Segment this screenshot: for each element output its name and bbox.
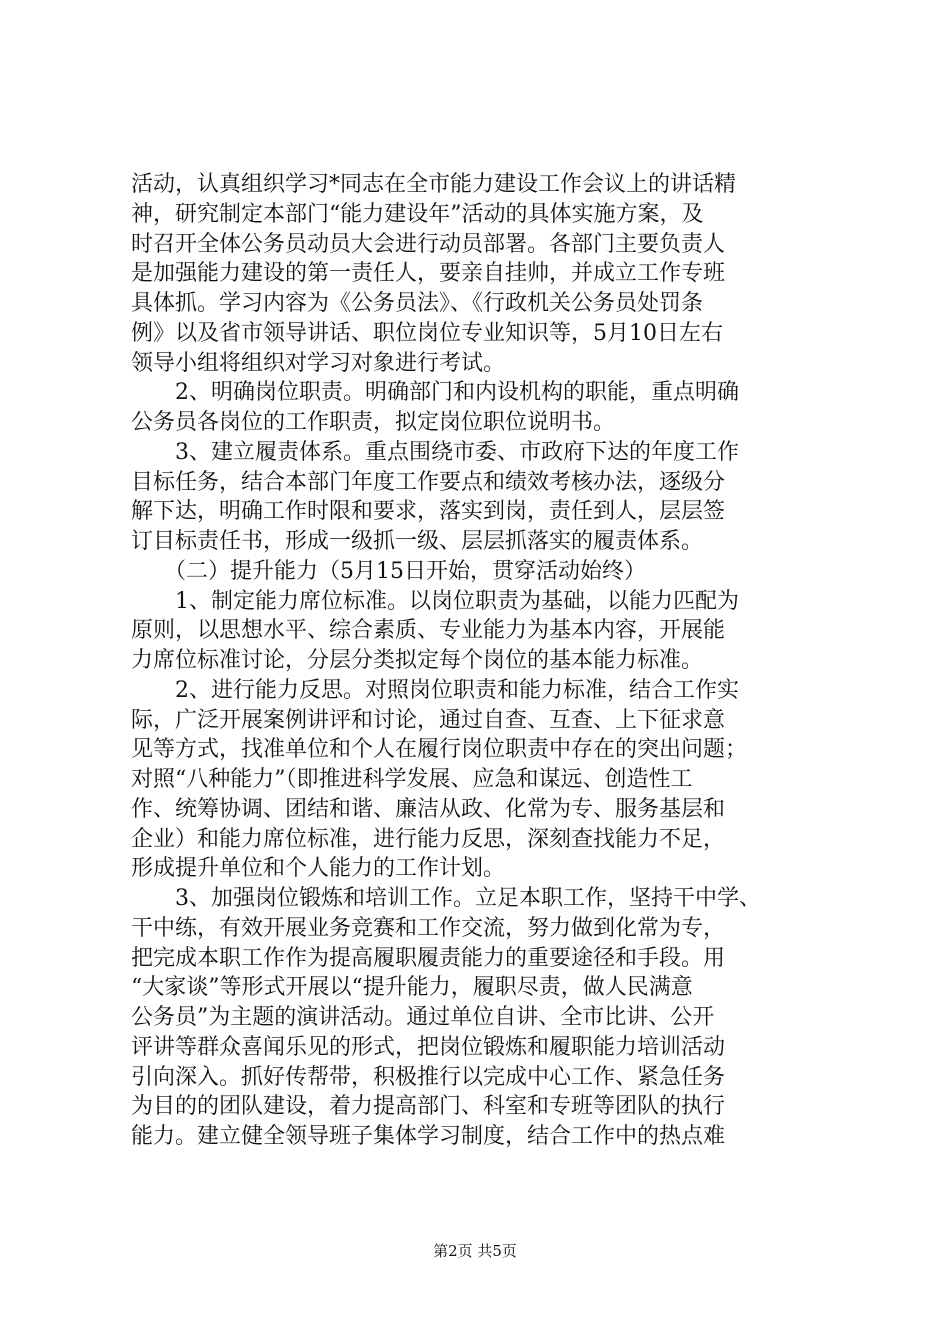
- text-line: 2、进行能力反思。对照岗位职责和能力标准，结合工作实: [131, 677, 739, 703]
- text-line: “大家谈”等形式开展以“提升能力，履职尽责，做人民满意: [131, 975, 693, 1001]
- text-line: 对照“八种能力”（即推进科学发展、应急和谋远、创造性工: [131, 767, 693, 792]
- text-line: 3、加强岗位锻炼和培训工作。立足本职工作，坚持干中学、: [131, 886, 761, 911]
- text-line: 能力。建立健全领导班子集体学习制度，结合工作中的热点难: [131, 1124, 726, 1149]
- text-line: 解下达，明确工作时限和要求，落实到岗，责任到人，层层签: [131, 499, 726, 525]
- text-line: 为目的的团队建设，着力提高部门、科室和专班等团队的执行: [131, 1094, 726, 1120]
- text-line: 际，广泛开展案例讲评和讨论，通过自查、互查、上下征求意: [131, 707, 726, 733]
- text-line: 2、明确岗位职责。明确部门和内设机构的职能，重点明确: [131, 380, 739, 406]
- text-line: 引向深入。抓好传帮带，积极推行以完成中心工作、紧急任务: [131, 1064, 726, 1090]
- text-line: 是加强能力建设的第一责任人，要亲自挂帅，并成立工作专班: [131, 261, 726, 287]
- page-footer: 第2页 共5页: [433, 1242, 517, 1260]
- text-line: 企业）和能力席位标准，进行能力反思，深刻查找能力不足，: [131, 826, 726, 852]
- text-line: 干中练，有效开展业务竞赛和工作交流，努力做到化常为专，: [131, 915, 726, 941]
- text-line: 目标任务，结合本部门年度工作要点和绩效考核办法，逐级分: [131, 469, 726, 495]
- text-line: 公务员”为主题的演讲活动。通过单位自讲、全市比讲、公开: [131, 1005, 715, 1030]
- text-line: 1、制定能力席位标准。以岗位职责为基础，以能力匹配为: [131, 588, 739, 614]
- text-line: 时召开全体公务员动员大会进行动员部署。各部门主要负责人: [131, 231, 726, 257]
- text-line: 活动，认真组织学习*同志在全市能力建设工作会议上的讲话精: [131, 172, 737, 197]
- text-line: 见等方式，找准单位和个人在履行岗位职责中存在的突出问题；: [131, 737, 748, 763]
- text-line: 形成提升单位和个人能力的工作计划。: [131, 856, 506, 882]
- text-line: 领导小组将组织对学习对象进行考试。: [131, 350, 506, 376]
- text-line: 订目标责任书，形成一级抓一级、层层抓落实的履责体系。: [131, 529, 704, 554]
- document-body: [131, 170, 831, 1152]
- text-line: 神，研究制定本部门“能力建设年”活动的具体实施方案，及: [131, 201, 704, 227]
- text-line: 原则，以思想水平、综合素质、专业能力为基本内容，开展能: [131, 618, 726, 644]
- text-line: 力席位标准讨论，分层分类拟定每个岗位的基本能力标准。: [131, 648, 704, 673]
- text-line: 具体抓。学习内容为《公务员法》、《行政机关公务员处罚条: [131, 291, 704, 316]
- text-line: 公务员各岗位的工作职责，拟定岗位职位说明书。: [131, 410, 616, 435]
- text-line: 作、统筹协调、团结和谐、廉洁从政、化常为专、服务基层和: [131, 796, 726, 822]
- text-line: 把完成本职工作作为提高履职履责能力的重要途径和手段。用: [131, 945, 726, 971]
- text-line: 例》以及省市领导讲话、职位岗位专业知识等，5月10日左右: [131, 320, 723, 346]
- text-line: 3、建立履责体系。重点围绕市委、市政府下达的年度工作: [131, 439, 739, 465]
- text-line: 评讲等群众喜闻乐见的形式，把岗位锻炼和履职能力培训活动: [131, 1034, 726, 1060]
- section-heading: （二）提升能力（5月15日开始，贯穿活动始终）: [131, 558, 646, 584]
